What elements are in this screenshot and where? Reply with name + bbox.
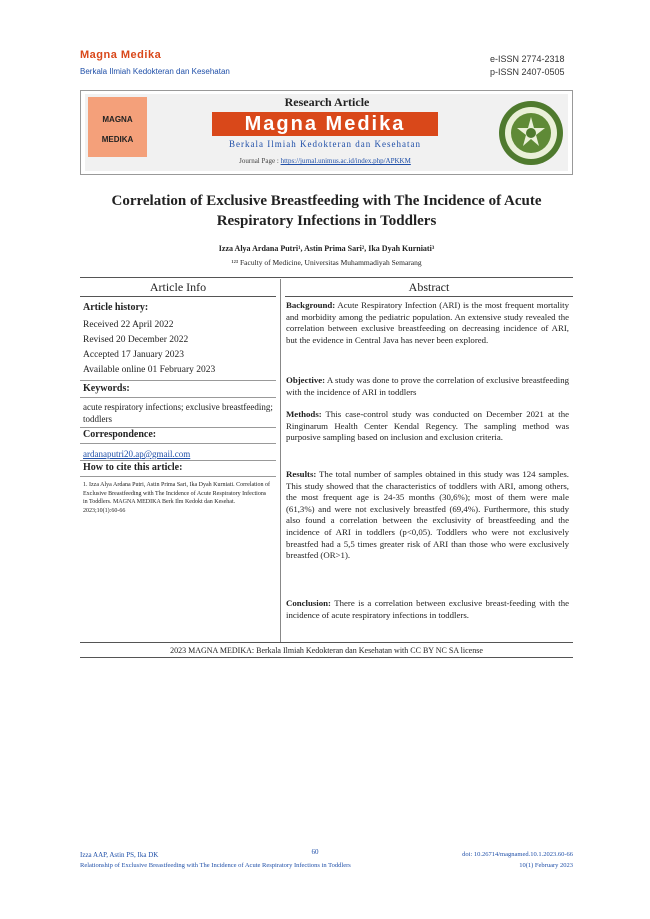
journal-page-link[interactable]: https://jurnal.unimus.ac.id/index.php/APKKM (280, 157, 411, 165)
results-label: Results: (286, 469, 317, 479)
article-info-heading: Article Info (149, 280, 207, 294)
title-line1: Correlation of Exclusive Breastfeeding with The Incidence of Acute (111, 193, 542, 209)
page-number: 60 (311, 848, 319, 856)
received-date: Received 22 April 2022 (83, 320, 174, 330)
journal-name: Magna Medika (80, 49, 162, 61)
info-rule-1 (80, 380, 276, 381)
info-rule-3 (80, 427, 276, 428)
info-rule-6 (80, 476, 276, 477)
abstract-objective (286, 375, 569, 398)
conclusion-label: Conclusion: (286, 598, 331, 608)
conclusion-text: There is a correlation between exclusive breast-feeding with the incidence of acute respiratory infections in toddlers. (286, 598, 569, 620)
journal-page (160, 157, 490, 165)
university-seal-icon (498, 100, 564, 166)
correspondence-email-link[interactable]: ardanaputri20.ap@gmail.com (83, 449, 191, 459)
authors: Izza Alya Ardana Putri¹, Astin Prima Sari², Ika Dyah Kurniati³ (218, 244, 435, 253)
eissn: e-ISSN 2774-2318 (490, 54, 565, 64)
banner-subtitle: Berkala Ilmiah Kedokteran dan Kesehatan (229, 139, 421, 149)
footer-running-title: Relationship of Exclusive Breastfeeding with The Incidence of Acute Respiratory Infections in Toddlers (80, 862, 351, 869)
online-date: Available online 01 February 2023 (83, 365, 216, 375)
abstract-results (286, 469, 569, 562)
methods-label: Methods: (286, 409, 322, 419)
accepted-date: Accepted 17 January 2023 (83, 350, 185, 360)
keywords-label: Keywords: (83, 383, 130, 394)
results-text: The total number of samples obtained in this study was 124 samples. This study showed that the characteristics of toddlers with ARI, among others, the most frequent age is 24-35 months (30,6%); most of them were male (61,3%) and were not exclusively breastfed (69,4%). Furthermore, this study also found a correlation between the exclusivity of breastfeeding and the incidence of ARI in toddlers (p<0,05). Toddlers who were not exclusively breastfed had a 5,5 times greater risk of ARI than those who were exclusively breastfed (OR>1). (286, 469, 569, 561)
column-divider (280, 279, 281, 642)
title-line2: Respiratory Infections in Toddlers (216, 213, 437, 229)
journal-subtitle: Berkala Ilmiah Kedokteran dan Kesehatan (80, 67, 230, 76)
info-head-rule (80, 296, 276, 297)
objective-text: A study was done to prove the correlation of exclusive breastfeeding with the incidence of ARI in toddlers (286, 375, 569, 397)
background-label: Background: (286, 300, 336, 310)
background-text: Acute Respiratory Infection (ARI) is the most frequent mortality and morbidity among the pediatric population. An extensive study revealed the correlation between exclusive breastfeeding on decreasing incidence of ARI, but the evidence in Central Java has never been explored. (286, 300, 569, 345)
info-rule-2 (80, 397, 276, 398)
citation-text: 1. Izza Alya Ardana Putri, Astin Prima Sari, Ika Dyah Kurniati. Correlation of Exclusive Breastfeeding with The Incidence of Acute Respiratory Infections in Toddlers. MAGNA MEDIKA Berk Ilm Kedokt dan Kesehat. 2023;10(1):60-66 (83, 482, 270, 514)
license: 2023 MAGNA MEDIKA: Berkala Ilmiah Kedokteran dan Kesehatan with CC BY NC SA license (170, 646, 483, 655)
license-rule (80, 657, 573, 658)
article-type: Research Article (284, 95, 370, 109)
revised-date: Revised 20 December 2022 (83, 335, 189, 345)
info-rule-5 (80, 460, 276, 461)
affiliation: ¹²³ Faculty of Medicine, Universitas Muhammadiyah Semarang (231, 258, 422, 267)
journal-page-label: Journal Page : (239, 157, 281, 165)
abstract-conclusion (286, 598, 569, 621)
abstract-background (286, 300, 569, 346)
article-title (80, 191, 573, 231)
pissn: p-ISSN 2407-0505 (490, 67, 565, 77)
keywords: acute respiratory infections; exclusive breastfeeding; toddlers (83, 402, 273, 424)
logo-line1: MAGNA (102, 115, 133, 124)
cite-label: How to cite this article: (83, 462, 183, 473)
section-bottom-rule (80, 642, 573, 643)
objective-label: Objective: (286, 375, 326, 385)
history-label: Article history: (83, 302, 149, 313)
logo-line2: MEDIKA (101, 135, 134, 144)
footer-volume: 10(1) February 2023 (519, 862, 573, 869)
abstract-head-rule (285, 296, 573, 297)
abstract-heading: Abstract (408, 280, 450, 294)
correspondence-label: Correspondence: (83, 429, 157, 440)
footer-doi: doi: 10.26714/magnamed.10.1.2023.60-66 (462, 851, 573, 858)
abstract-methods (286, 409, 569, 444)
footer-authors: Izza AAP, Astin PS, Ika DK (80, 851, 159, 859)
info-rule-4 (80, 443, 276, 444)
methods-text: This case-control study was conducted on December 2021 at the Ringinarum Health Center Kendal Regency. The sampling method was purposive sampling based on inclusion and exclusion criteria. (286, 409, 569, 443)
journal-logo (88, 97, 147, 157)
section-top-rule (80, 277, 573, 278)
banner-title: Magna Medika (244, 113, 406, 135)
